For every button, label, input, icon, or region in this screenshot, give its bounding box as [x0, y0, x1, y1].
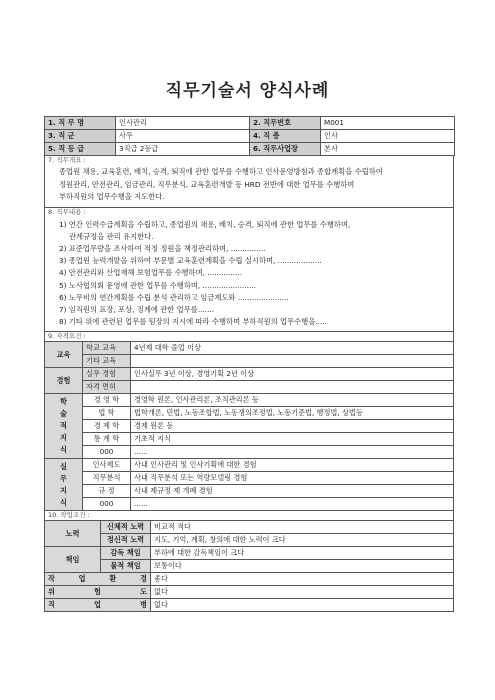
mental-effort-value: 지도, 기억, 계획, 창의에 대한 노력이 크다	[151, 534, 454, 547]
summary-line: 종업원 채용, 교육훈련, 배치, 승격, 퇴직에 관한 업무를 수행하고 인사운영방침과 종합계획을 수립하여	[59, 167, 383, 176]
requirements-label: 9. 자격요건 :	[48, 332, 86, 341]
practical-char: 지	[60, 485, 67, 495]
school-education-label: 학교 교육	[83, 342, 131, 355]
environment-value: 좋다	[151, 573, 454, 586]
supervision-label: 감독 책임	[101, 547, 151, 560]
practical-row-label: 직무분석	[83, 472, 131, 485]
work-experience-label: 실무 경험	[83, 368, 131, 381]
academic-row-value: 법학개론, 민법, 노동조합법, 노동쟁의조정법, 노동기준법, 행정법, 상법등	[131, 407, 454, 420]
duty-item: 6) 노무비의 연간계획를 수립 분석 관리하고 임금제도와 ......................	[59, 292, 289, 302]
supervision-value: 부하에 대한 감독책임이 크다	[151, 547, 454, 560]
requirements-table	[44, 341, 454, 511]
practical-row-value: 사내 제규정 제 개폐 경험	[131, 485, 454, 498]
page-title: 직무기술서 양식사례	[165, 81, 330, 101]
work-experience-value: 인사실무 3년 이상, 경영기획 2년 이상	[131, 368, 454, 381]
practical-char: 식	[60, 497, 67, 507]
conditions-label: 10. 작업조건 :	[48, 511, 90, 520]
summary-label: 7. 직무개요 :	[48, 156, 86, 164]
practical-row-value: 사내 직무분석 또는 역량모델링 경험	[131, 472, 454, 485]
duty-item: 7) 임직원의 표장, 포상, 징계에 관한 업무를.......	[59, 304, 215, 314]
physical-effort-label: 신체적 노력	[101, 521, 151, 534]
job-code-value: M001	[321, 117, 455, 130]
practical-row-value: 사내 인사관리 및 인사기획에 대한 경험	[131, 459, 454, 472]
practical-row-label: 000	[83, 498, 131, 511]
academic-row-label: 경 영 학	[83, 394, 131, 407]
practical-row-value: ......	[131, 498, 454, 511]
academic-row-label: 법 학	[83, 407, 131, 420]
mental-effort-label: 정신적 노력	[101, 534, 151, 547]
duty-item: 2) 표준업무량을 조사하여 적정 정원을 책정관리하며, ...............	[59, 243, 266, 253]
responsibility-label: 책임	[45, 547, 101, 573]
academic-char: 지	[60, 433, 67, 443]
summary-line: 정원관리, 안전관리, 임금관리, 직무분석, 교육훈련개발 등 HRD 전반에 대한 업무를 수행하며	[59, 179, 355, 189]
academic-row-value: ......	[131, 446, 454, 459]
academic-row-label: 통 계 학	[83, 433, 131, 446]
header-table	[44, 116, 455, 156]
school-education-value: 4년제 대학 졸업 이상	[131, 342, 454, 355]
duty-item: 5) 노사협의회 운영에 관한 업무를 수행하며, .......................	[59, 280, 256, 290]
workplace-label: 6. 직무사업장	[250, 143, 321, 156]
duties-list	[45, 217, 453, 332]
effort-label: 노력	[45, 521, 101, 547]
job-description-form	[44, 116, 454, 612]
practical-row-label: 인사제도	[83, 459, 131, 472]
academic-row-label: 경 제 학	[83, 420, 131, 433]
summary-section	[44, 156, 454, 208]
job-name-label: 1. 직 무 명	[45, 117, 116, 130]
summary-text	[45, 165, 453, 207]
occupational-disease-value: 없다	[151, 599, 454, 612]
job-grade-value: 3직급 2등급	[116, 143, 250, 156]
job-group-label: 3. 직 군	[45, 130, 116, 143]
environment-label: 작 업 환 경	[45, 573, 151, 586]
risk-value: 없다	[151, 586, 454, 599]
academic-char: 학	[60, 397, 67, 407]
license-value	[131, 381, 454, 394]
practical-knowledge-label	[45, 459, 83, 511]
risk-label: 위 험 도	[45, 586, 151, 599]
job-grade-label: 5. 직 등 급	[45, 143, 116, 156]
duty-item: 관계규정을 관리 유지한다.	[69, 231, 154, 241]
duties-section	[44, 208, 454, 333]
physical-effort-value: 비교적 적다	[151, 521, 454, 534]
job-code-label: 2. 직무번호	[250, 117, 321, 130]
occupational-disease-label: 직 업 병	[45, 599, 151, 612]
academic-knowledge-label	[45, 394, 83, 459]
duty-item: 3) 종업원 능력개발을 위하여 부문별 교육훈련계획을 수립 실시하며, ...................	[59, 256, 322, 266]
academic-row-label: 000	[83, 446, 131, 459]
workplace-value: 본사	[321, 143, 455, 156]
conditions-table	[44, 520, 454, 612]
job-group-value: 사무	[116, 130, 250, 143]
academic-row-value: 경영학 원론, 인사관리론, 조직관리론 등	[131, 394, 454, 407]
job-category-value: 인사	[321, 130, 455, 143]
material-responsibility-value: 보통이다	[151, 560, 454, 573]
practical-char: 무	[60, 473, 67, 483]
other-education-label: 기타 교육	[83, 355, 131, 368]
duty-item: 4) 안전관리와 산업재해 보험업무를 수행하며, ...............	[59, 268, 243, 278]
duties-label: 8. 직무내용 :	[48, 207, 86, 216]
academic-char: 적	[60, 421, 67, 431]
material-responsibility-label: 물적 책임	[101, 560, 151, 573]
duty-item: 8) 기타 위에 관련된 업무를 팀장의 지시에 따라 수행하며 부하직원의 업무수행을.....	[59, 317, 327, 327]
license-label: 자격 면허	[83, 381, 131, 394]
education-label: 교육	[45, 342, 83, 368]
experience-label: 경험	[45, 368, 83, 394]
practical-row-label: 규 정	[83, 485, 131, 498]
academic-char: 식	[60, 445, 67, 455]
academic-char: 술	[60, 409, 67, 419]
academic-row-value: 경제 원론 등	[131, 420, 454, 433]
academic-row-value: 기초적 지식	[131, 433, 454, 446]
practical-char: 실	[60, 461, 67, 471]
summary-line: 부하직원의 업무수행을 지도한다.	[59, 192, 165, 201]
job-name-value: 인사관리	[116, 117, 250, 130]
other-education-value	[131, 355, 454, 368]
job-category-label: 4. 직 종	[250, 130, 321, 143]
duty-item: 1) 연간 인력수급계획을 수립하고, 종업원의 채용, 배치, 승격, 퇴직에 관한 업무를 수행하며,	[59, 219, 351, 229]
